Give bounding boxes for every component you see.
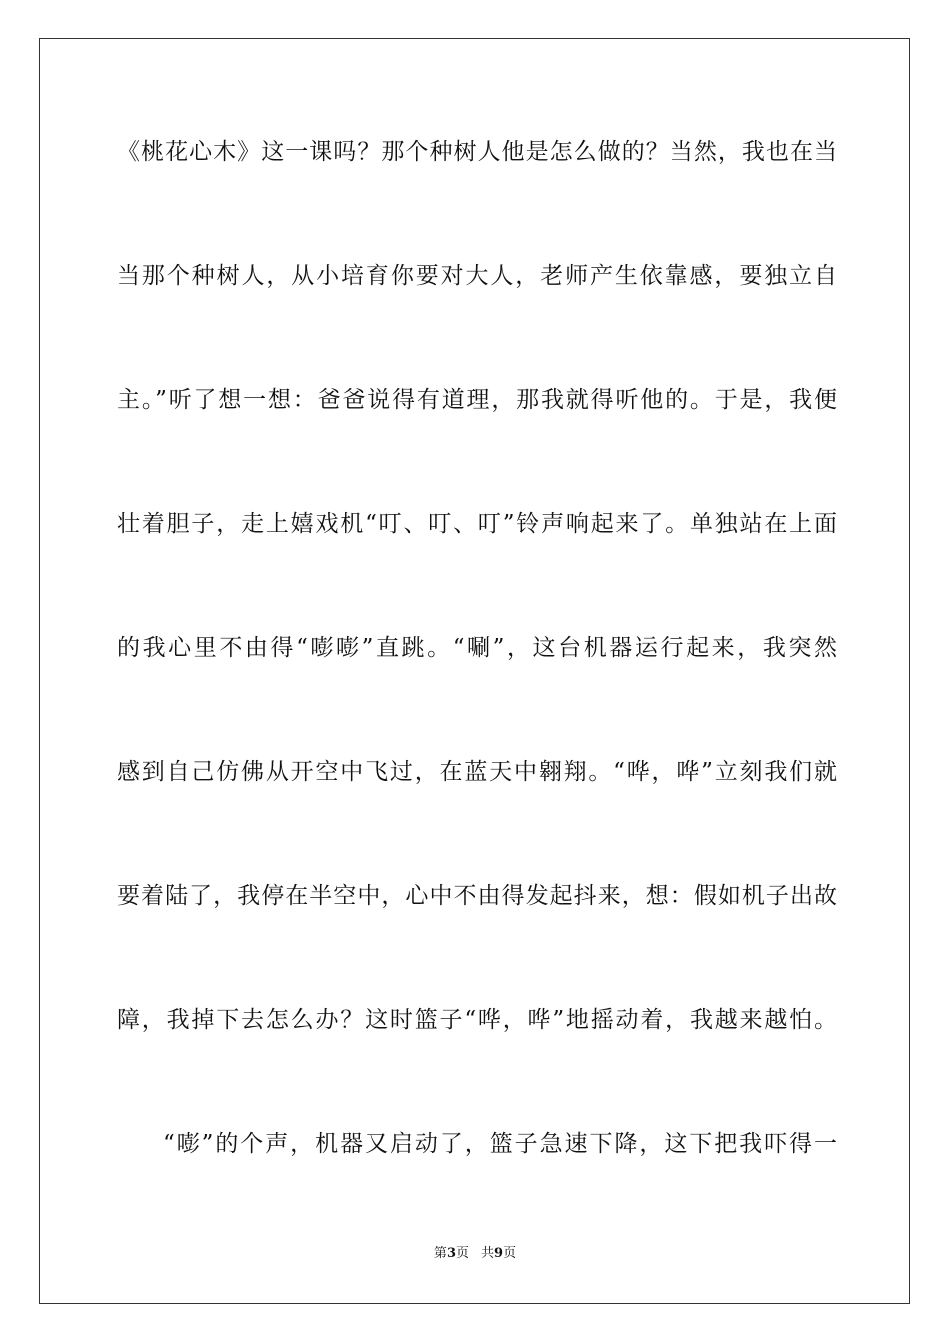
body-line-8: 障，我掉下去怎么办？这时篮子“哗，哗”地摇动着，我越来越怕。 [117,1007,837,1033]
body-line-4: 壮着胆子，走上嬉戏机“叮、叮、叮”铃声响起来了。单独站在上面 [117,511,837,537]
body-line-5: 的我心里不由得“嘭嘭”直跳。“唰”，这台机器运行起来，我突然 [117,635,837,661]
footer-page-total: 9 [494,1246,504,1261]
body-line-7: 要着陆了，我停在半空中，心中不由得发起抖来，想：假如机子出故 [117,883,837,909]
body-line-9: “嘭”的个声，机器又启动了，篮子急速下降，这下把我吓得一 [163,1131,837,1157]
footer-page-suffix: 页 [455,1246,469,1261]
body-line-6: 感到自己仿佛从开空中飞过，在蓝天中翱翔。“哗，哗”立刻我们就 [117,759,837,785]
footer-page-prefix: 第 [433,1246,447,1261]
footer-total-suffix: 页 [503,1246,517,1261]
body-line-1: 《桃花心木》这一课吗？那个种树人他是怎么做的？当然，我也在当 [117,139,837,165]
footer-total-prefix: 共 [481,1246,495,1261]
page-border [39,38,910,1304]
body-line-3: 主。”听了想一想：爸爸说得有道理，那我就得听他的。于是，我便 [117,387,837,413]
body-line-2: 当那个种树人，从小培育你要对大人，老师产生依靠感，要独立自 [117,263,837,289]
footer-page-current: 3 [446,1246,456,1261]
page-footer [0,1245,950,1263]
